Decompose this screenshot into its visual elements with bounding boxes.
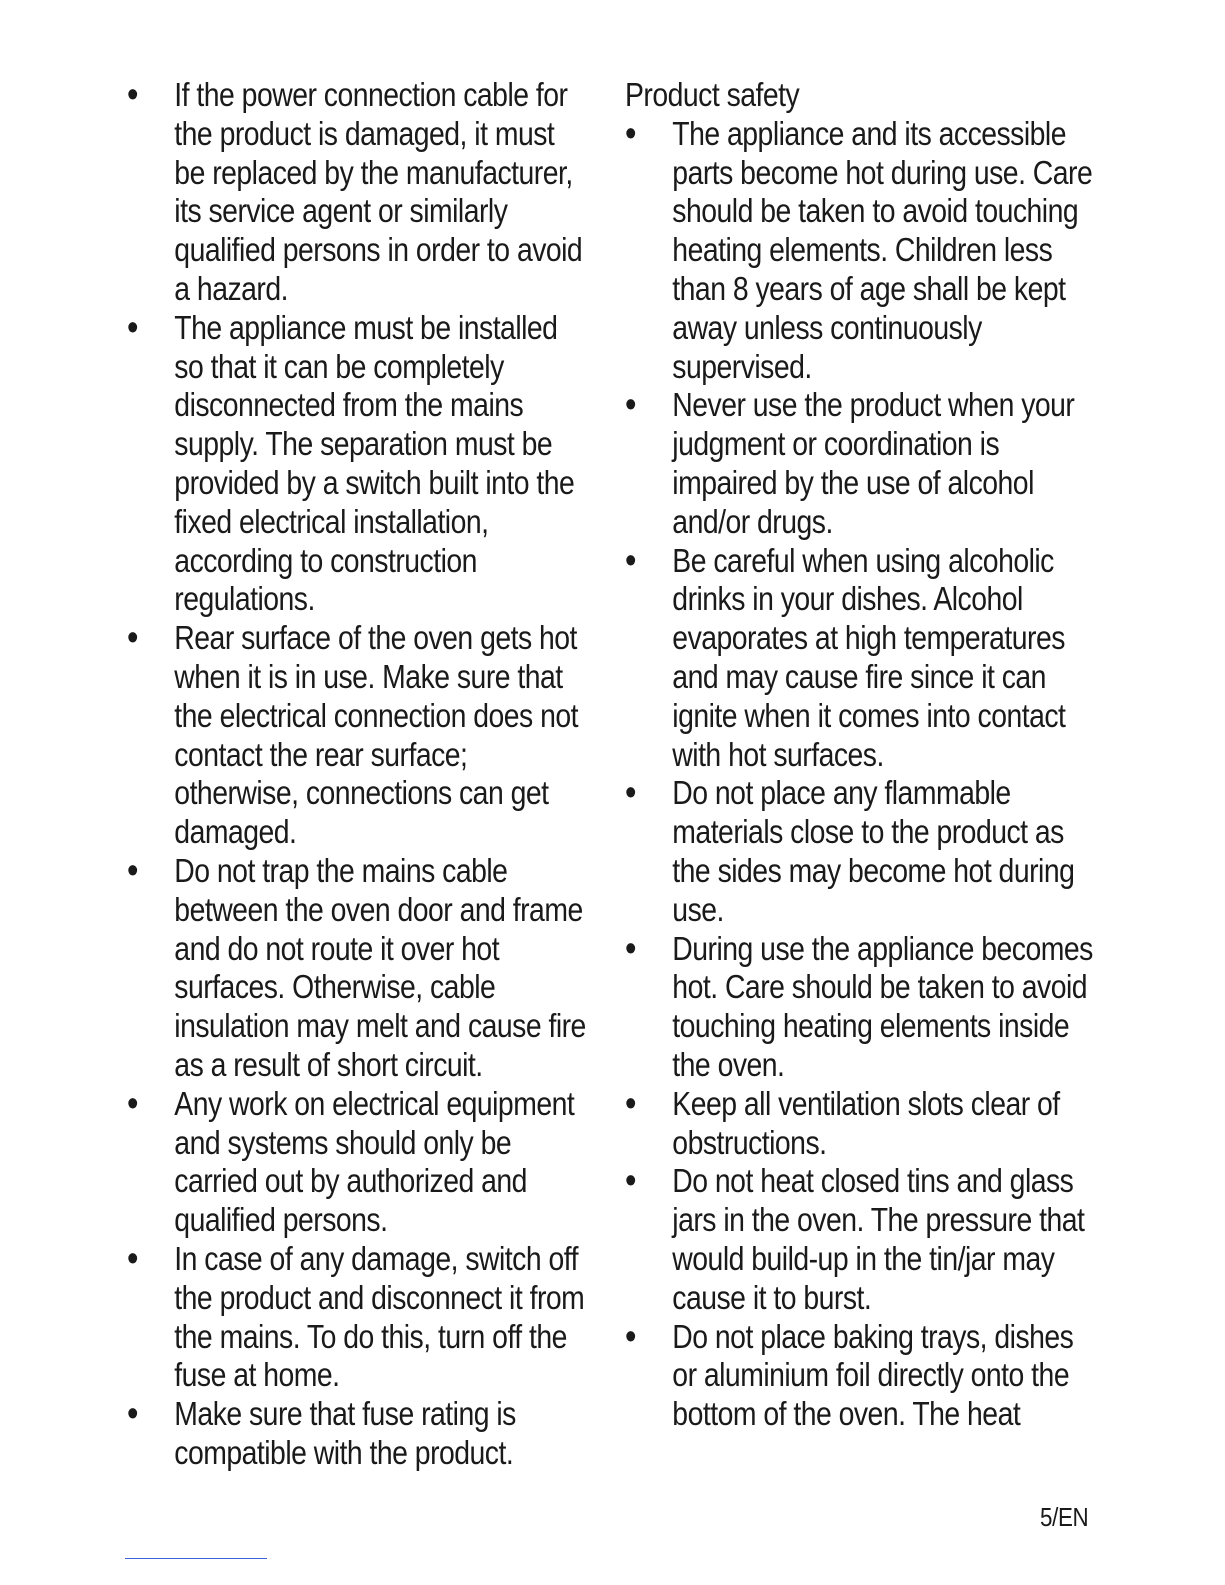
page-number: 5/EN — [1040, 1502, 1089, 1532]
list-item: • Rear surface of the oven gets hot when it is in use. Make sure that the electrical connection does not contact the rear surface; otherwise, connections can get damaged. — [127, 619, 591, 852]
list-item: • Be careful when using alcoholic drinks in your dishes. Alcohol evaporates at high temperatures and may cause fire since it can ignite when it comes into contact with hot surfaces. — [625, 542, 1094, 775]
list-item: • Do not place any flammable materials close to the product as the sides may become hot during use. — [625, 774, 1094, 929]
list-item: • During use the appliance becomes hot. Care should be taken to avoid touching heating elements inside the oven. — [625, 930, 1094, 1085]
list-item: • The appliance and its accessible parts become hot during use. Care should be taken to avoid touching heating elements. Children less than 8 years of age shall be kept away unless continuously supervised. — [625, 115, 1094, 387]
list-item: • If the power connection cable for the product is damaged, it must be replaced by the manufacturer, its service agent or similarly qualified persons in order to avoid a hazard. — [127, 76, 591, 309]
list-item: • Do not trap the mains cable between the oven door and frame and do not route it over hot surfaces. Otherwise, cable insulation may melt and cause fire as a result of short circuit. — [127, 852, 591, 1085]
list-item: • Do not place baking trays, dishes or aluminium foil directly onto the bottom of the oven. The heat — [625, 1318, 1094, 1434]
list-item: • The appliance must be installed so that it can be completely disconnected from the mains supply. The separation must be provided by a switch built into the fixed electrical installation, according to construction regulations. — [127, 309, 591, 619]
left-column — [127, 76, 591, 1473]
list-item: • Do not heat closed tins and glass jars in the oven. The pressure that would build-up in the tin/jar may cause it to burst. — [625, 1162, 1094, 1317]
footer-divider — [125, 1558, 267, 1559]
left-bullet-list — [127, 76, 591, 1473]
list-item: • Make sure that fuse rating is compatible with the product. — [127, 1395, 591, 1473]
list-item: • Any work on electrical equipment and systems should only be carried out by authorized and qualified persons. — [127, 1085, 591, 1240]
right-column — [625, 76, 1094, 1434]
section-heading-product-safety: Product safety — [625, 76, 800, 113]
list-item: • Keep all ventilation slots clear of obstructions. — [625, 1085, 1094, 1163]
list-item: • In case of any damage, switch off the product and disconnect it from the mains. To do this, turn off the fuse at home. — [127, 1240, 591, 1395]
right-bullet-list — [625, 115, 1094, 1434]
list-item: • Never use the product when your judgment or coordination is impaired by the use of alcohol and/or drugs. — [625, 386, 1094, 541]
